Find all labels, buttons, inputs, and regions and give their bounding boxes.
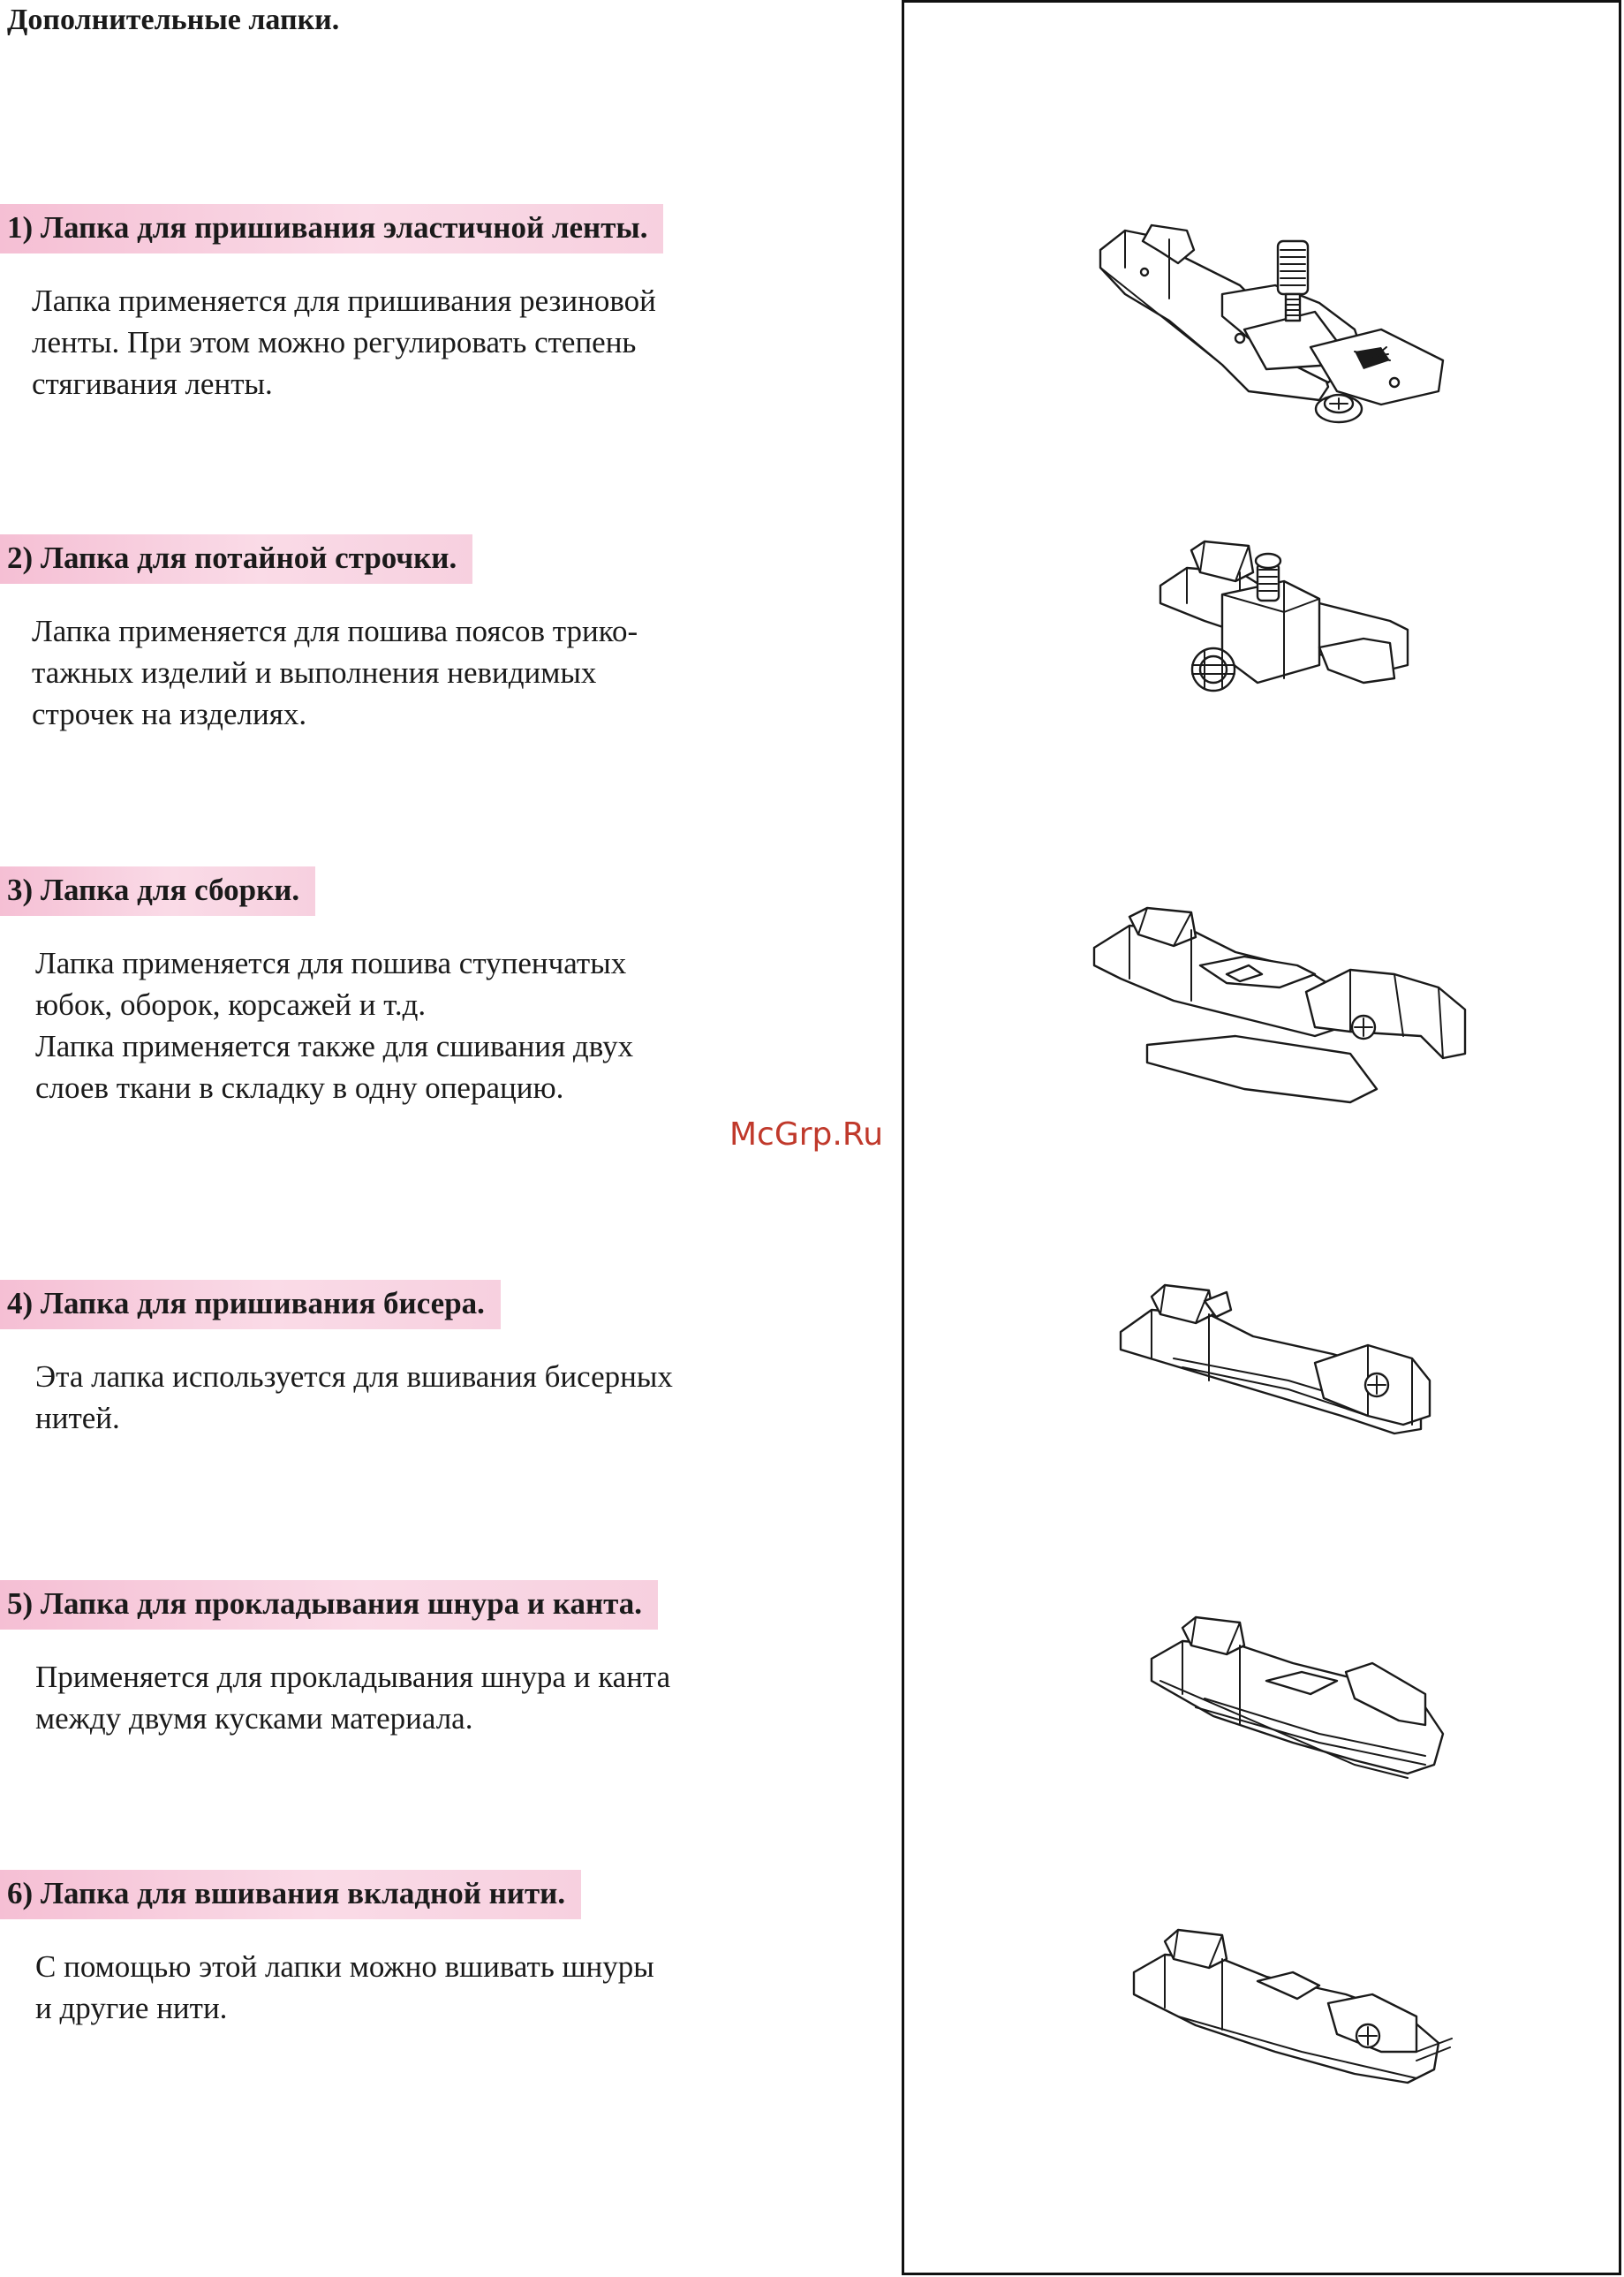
cording-foot-icon: [1125, 1919, 1469, 2122]
section-heading: 3) Лапка для сборки.: [0, 866, 315, 916]
watermark: McGrp.Ru: [729, 1116, 884, 1153]
section-heading: 2) Лапка для потайной строчки.: [0, 534, 472, 584]
illustration-panel: [902, 0, 1621, 2275]
section-heading: 4) Лапка для пришивания бисера.: [0, 1280, 501, 1329]
section-heading: 6) Лапка для вшивания вкладной нити.: [0, 1870, 581, 1919]
gathering-foot-icon: [1085, 904, 1483, 1116]
section-heading: 1) Лапка для пришивания эластичной ленты.: [0, 204, 663, 253]
section-description: Применяется для прокладывания шнура и канта между двумя кусками материала.: [35, 1660, 671, 1736]
elastic-foot-icon: [1090, 215, 1461, 444]
section-cording-foot: [0, 1870, 865, 2029]
section-description: С помощью этой лапки можно вшивать шнуры и другие нити.: [35, 1949, 654, 2025]
section-description: Эта лапка используется для вшивания бисерных нитей.: [35, 1359, 673, 1435]
blind-stitch-foot-icon: [1152, 533, 1434, 736]
section-elastic-foot: [0, 204, 865, 405]
section-description: Лапка применяется для пошива ступенчатых юбок, оборок, корсажей и т.д. Лапка применяется также для сшивания двух слоев ткани в складку в одну операцию.: [35, 946, 634, 1105]
section-piping-foot: [0, 1580, 865, 1739]
section-blind-stitch-foot: [0, 534, 865, 735]
section-gathering-foot: [0, 866, 865, 1108]
beading-foot-icon: [1112, 1275, 1456, 1478]
page-title: Дополнительные лапки.: [7, 4, 340, 36]
piping-foot-icon: [1143, 1610, 1469, 1813]
section-heading: 5) Лапка для прокладывания шнура и канта.: [0, 1580, 658, 1630]
section-description: Лапка применяется для пришивания резиновой ленты. При этом можно регулировать степень стягивания ленты.: [32, 284, 656, 401]
section-description: Лапка применяется для пошива поясов трико- тажных изделий и выполнения невидимых строчек на изделиях.: [32, 614, 638, 731]
section-beading-foot: [0, 1280, 865, 1439]
